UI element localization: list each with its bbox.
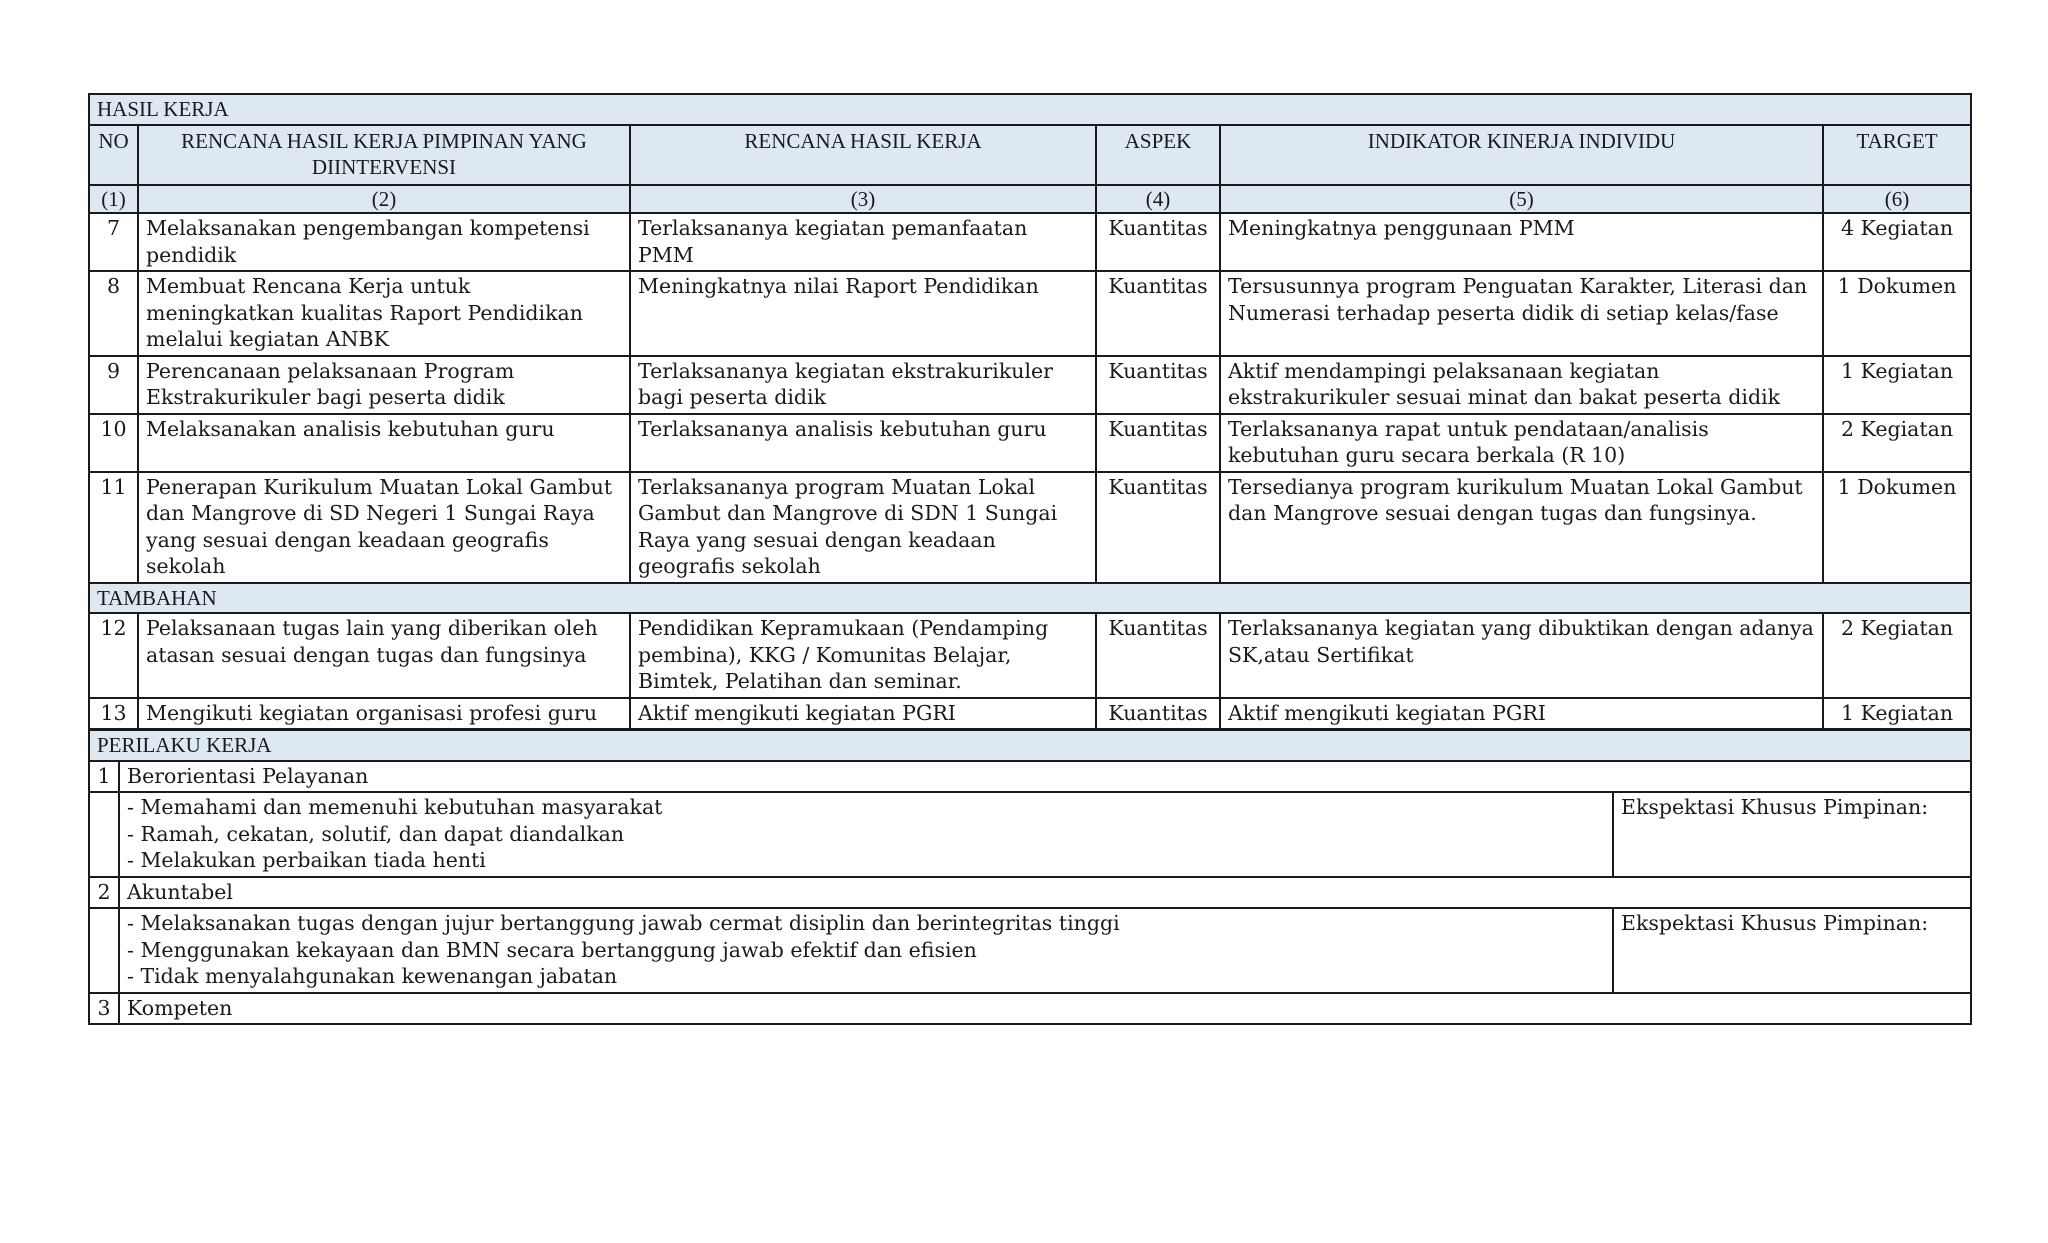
row-number: 11 — [89, 472, 138, 583]
column-header-indikator: INDIKATOR KINERJA INDIVIDU — [1220, 125, 1823, 185]
column-number: (4) — [1096, 185, 1220, 214]
perilaku-kerja-table — [88, 728, 1972, 1025]
table-row — [89, 472, 1971, 583]
section-title-perilaku-kerja: PERILAKU KERJA — [89, 730, 1971, 761]
indikator-cell: Meningkatnya penggunaan PMM — [1220, 213, 1823, 271]
row-number: 7 — [89, 213, 138, 271]
rencana-pimpinan-cell: Pelaksanaan tugas lain yang diberikan oleh atasan sesuai dengan tugas dan fungsinya — [138, 613, 630, 698]
rencana-pimpinan-cell: Melaksanakan pengembangan kompetensi pendidik — [138, 213, 630, 271]
ekspektasi-cell: Ekspektasi Khusus Pimpinan: — [1613, 908, 1971, 993]
perilaku-item-number: 3 — [89, 993, 119, 1025]
perilaku-point: - Melakukan perbaikan tiada henti — [127, 848, 486, 872]
table-row — [89, 271, 1971, 356]
aspek-cell: Kuantitas — [1096, 356, 1220, 414]
perilaku-points — [119, 908, 1613, 993]
aspek-cell: Kuantitas — [1096, 271, 1220, 356]
section-header-row — [89, 730, 1971, 761]
rencana-cell: Terlaksananya program Muatan Lokal Gambut dan Mangrove di SDN 1 Sungai Raya yang sesuai dengan keadaan geografis sekolah — [630, 472, 1096, 583]
empty-cell — [89, 908, 119, 993]
perilaku-item-row — [89, 993, 1971, 1025]
perilaku-detail-row — [89, 792, 1971, 877]
table-row — [89, 356, 1971, 414]
rencana-cell: Pendidikan Kepramukaan (Pendamping pembina), KKG / Komunitas Belajar, Bimtek, Pelatihan dan seminar. — [630, 613, 1096, 698]
rencana-cell: Terlaksananya analisis kebutuhan guru — [630, 414, 1096, 472]
column-number: (2) — [138, 185, 630, 214]
aspek-cell: Kuantitas — [1096, 472, 1220, 583]
column-number: (6) — [1823, 185, 1971, 214]
perilaku-item-title: Kompeten — [119, 993, 1971, 1025]
row-number: 10 — [89, 414, 138, 472]
perilaku-points — [119, 792, 1613, 877]
target-cell: 1 Dokumen — [1823, 271, 1971, 356]
target-cell: 1 Dokumen — [1823, 472, 1971, 583]
perilaku-item-title: Berorientasi Pelayanan — [119, 761, 1971, 793]
indikator-cell: Aktif mengikuti kegiatan PGRI — [1220, 698, 1823, 730]
column-number: (5) — [1220, 185, 1823, 214]
perilaku-point: - Ramah, cekatan, solutif, dan dapat diandalkan — [127, 821, 625, 846]
column-header-rencana: RENCANA HASIL KERJA — [630, 125, 1096, 185]
rencana-pimpinan-cell: Mengikuti kegiatan organisasi profesi guru — [138, 698, 630, 730]
rencana-pimpinan-cell: Melaksanakan analisis kebutuhan guru — [138, 414, 630, 472]
indikator-cell: Aktif mendampingi pelaksanaan kegiatan ekstrakurikuler sesuai minat dan bakat peserta didik — [1220, 356, 1823, 414]
aspek-cell: Kuantitas — [1096, 213, 1220, 271]
column-number: (1) — [89, 185, 138, 214]
rencana-pimpinan-cell: Penerapan Kurikulum Muatan Lokal Gambut dan Mangrove di SD Negeri 1 Sungai Raya yang sesuai dengan keadaan geografis sekolah — [138, 472, 630, 583]
section-title-tambahan: TAMBAHAN — [89, 583, 1971, 614]
table-row — [89, 613, 1971, 698]
column-header-target: TARGET — [1823, 125, 1971, 185]
row-number: 13 — [89, 698, 138, 730]
target-cell: 2 Kegiatan — [1823, 613, 1971, 698]
perilaku-item-title: Akuntabel — [119, 877, 1971, 909]
row-number: 8 — [89, 271, 138, 356]
table-row — [89, 698, 1971, 730]
perilaku-item-number: 1 — [89, 761, 119, 793]
rencana-pimpinan-cell: Perencanaan pelaksanaan Program Ekstrakurikuler bagi peserta didik — [138, 356, 630, 414]
perilaku-detail-row — [89, 908, 1971, 993]
column-number: (3) — [630, 185, 1096, 214]
target-cell: 2 Kegiatan — [1823, 414, 1971, 472]
section-title-hasil-kerja: HASIL KERJA — [89, 94, 1971, 125]
perilaku-item-number: 2 — [89, 877, 119, 909]
target-cell: 4 Kegiatan — [1823, 213, 1971, 271]
aspek-cell: Kuantitas — [1096, 698, 1220, 730]
table-row — [89, 414, 1971, 472]
perilaku-point: - Melaksanakan tugas dengan jujur bertanggung jawab cermat disiplin dan berintegritas tinggi — [127, 911, 1120, 935]
indikator-cell: Terlaksananya rapat untuk pendataan/analisis kebutuhan guru secara berkala (R 10) — [1220, 414, 1823, 472]
column-header-row — [89, 125, 1971, 185]
table-row — [89, 213, 1971, 271]
target-cell: 1 Kegiatan — [1823, 356, 1971, 414]
aspek-cell: Kuantitas — [1096, 613, 1220, 698]
perilaku-point: - Memahami dan memenuhi kebutuhan masyarakat — [127, 795, 663, 819]
perilaku-item-row — [89, 761, 1971, 793]
column-header-no: NO — [89, 125, 138, 185]
target-cell: 1 Kegiatan — [1823, 698, 1971, 730]
perilaku-point: - Menggunakan kekayaan dan BMN secara bertanggung jawab efektif dan efisien — [127, 937, 977, 962]
ekspektasi-cell: Ekspektasi Khusus Pimpinan: — [1613, 792, 1971, 877]
document-page — [88, 93, 1970, 1025]
indikator-cell: Terlaksananya kegiatan yang dibuktikan dengan adanya SK,atau Sertifikat — [1220, 613, 1823, 698]
section-header-row — [89, 94, 1971, 125]
perilaku-item-row — [89, 877, 1971, 909]
indikator-cell: Tersedianya program kurikulum Muatan Lokal Gambut dan Mangrove sesuai dengan tugas dan fungsinya. — [1220, 472, 1823, 583]
rencana-cell: Meningkatnya nilai Raport Pendidikan — [630, 271, 1096, 356]
column-number-row — [89, 185, 1971, 214]
empty-cell — [89, 792, 119, 877]
row-number: 12 — [89, 613, 138, 698]
column-header-aspek: ASPEK — [1096, 125, 1220, 185]
rencana-cell: Terlaksananya kegiatan pemanfaatan PMM — [630, 213, 1096, 271]
rencana-cell: Terlaksananya kegiatan ekstrakurikuler bagi peserta didik — [630, 356, 1096, 414]
column-header-rencana-pimpinan: RENCANA HASIL KERJA PIMPINAN YANG DIINTERVENSI — [138, 125, 630, 185]
indikator-cell: Tersusunnya program Penguatan Karakter, Literasi dan Numerasi terhadap peserta didik di setiap kelas/fase — [1220, 271, 1823, 356]
hasil-kerja-table — [88, 93, 1972, 730]
section-header-row — [89, 583, 1971, 614]
row-number: 9 — [89, 356, 138, 414]
aspek-cell: Kuantitas — [1096, 414, 1220, 472]
perilaku-point: - Tidak menyalahgunakan kewenangan jabatan — [127, 964, 618, 988]
rencana-cell: Aktif mengikuti kegiatan PGRI — [630, 698, 1096, 730]
rencana-pimpinan-cell: Membuat Rencana Kerja untuk meningkatkan kualitas Raport Pendidikan melalui kegiatan ANBK — [138, 271, 630, 356]
